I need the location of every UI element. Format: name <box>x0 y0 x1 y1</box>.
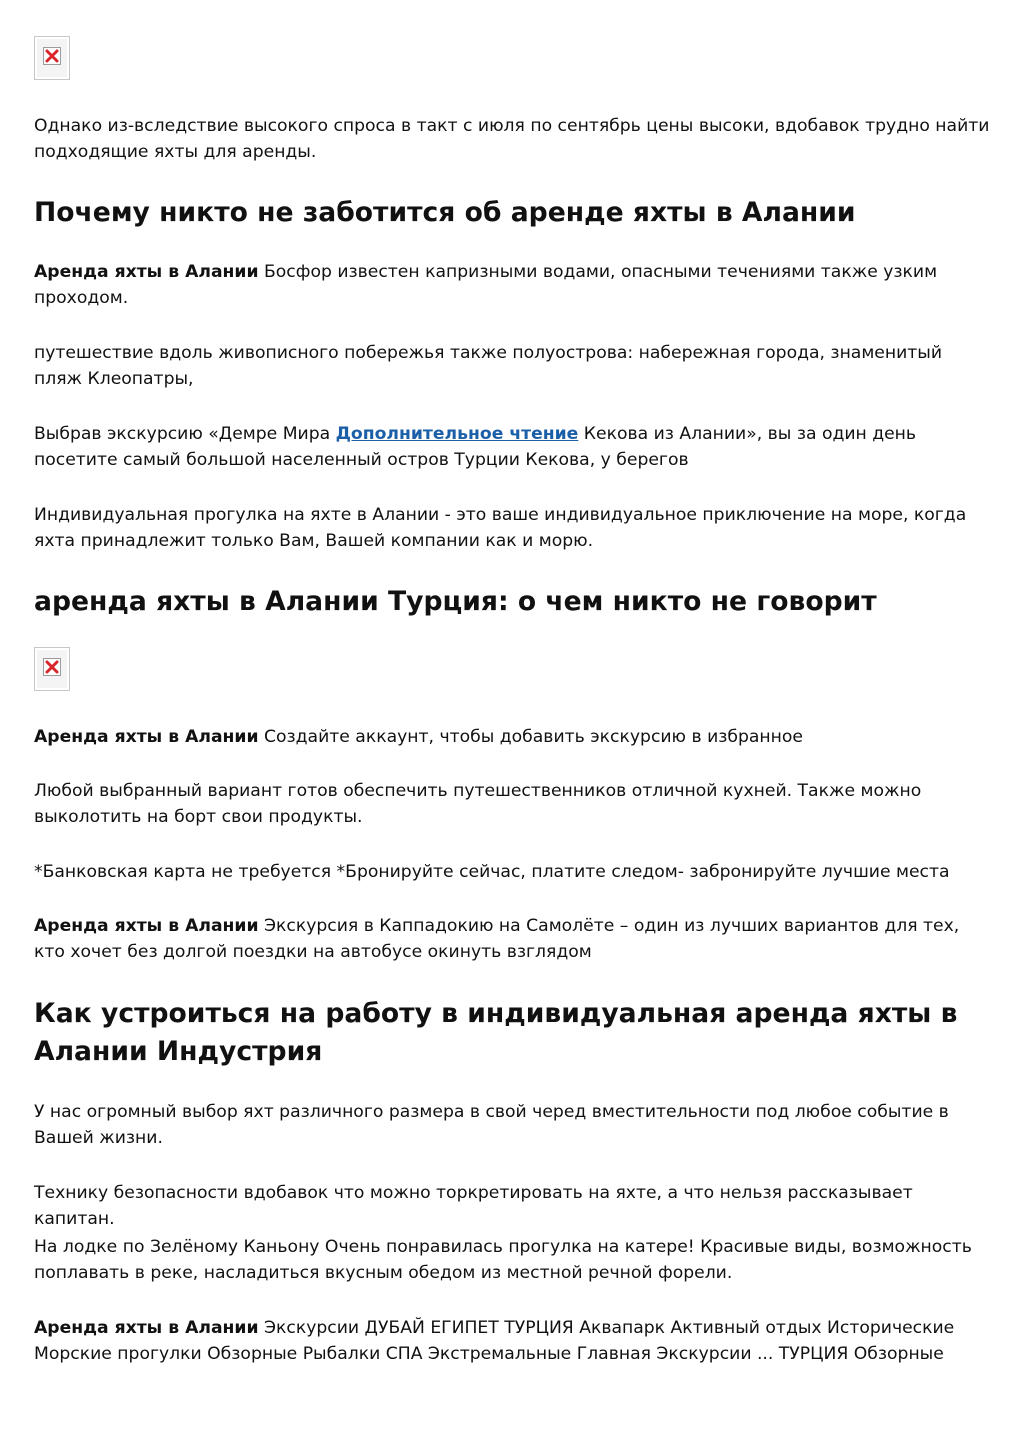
paragraph-13: Аренда яхты в Алании Экскурсии ДУБАЙ ЕГИПЕТ ТУРЦИЯ Аквапарк Активный отдых Исторические Морские прогулки Обзорные Рыбалки СПА Экстремальные Главная Экскурсии ... ТУРЦИЯ Обзорные <box>34 1318 955 1364</box>
section-heading-1: Почему никто не заботится об аренде яхты в Алании <box>34 197 856 228</box>
broken-image-icon <box>34 647 70 691</box>
further-reading-link[interactable]: Дополнительное чтение <box>335 424 579 444</box>
paragraph-10: У нас огромный выбор яхт различного размера в свой черед вместительности под любое событие в Вашей жизни. <box>34 1102 949 1148</box>
paragraph-3: путешествие вдоль живописного побережья также полуострова: набережная города, знаменитый пляж Клеопатры, <box>34 343 943 389</box>
paragraph-6: Аренда яхты в Алании Создайте аккаунт, чтобы добавить экскурсию в избранное <box>34 727 804 747</box>
paragraph-4: Выбрав экскурсию «Демре Мира Дополнительное чтение Кекова из Алании», вы за один день посетите самый большой населенный остров Турции Кекова, у берегов <box>34 424 917 470</box>
bold-lead: Аренда яхты в Алании <box>34 727 259 747</box>
bold-lead: Аренда яхты в Алании <box>34 916 259 936</box>
bold-lead: Аренда яхты в Алании <box>34 1318 259 1338</box>
broken-image-icon <box>34 36 70 80</box>
paragraph-8: *Банковская карта не требуется *Бронируйте сейчас, платите следом- забронируйте лучшие места <box>34 862 950 882</box>
paragraph-12: На лодке по Зелёному Каньону Очень понравилась прогулка на катере! Красивые виды, возможность поплавать в реке, насладиться вкусным обедом из местной речной форели. <box>34 1237 972 1283</box>
paragraph-2: Аренда яхты в Алании Босфор известен капризными водами, опасными течениями также узким проходом. <box>34 262 938 308</box>
section-heading-2: аренда яхты в Алании Турция: о чем никто не говорит <box>34 586 877 617</box>
section-heading-3: Как устроиться на работу в индивидуальная аренда яхты в Алании Индустрия <box>34 998 958 1067</box>
bold-lead: Аренда яхты в Алании <box>34 262 259 282</box>
paragraph-5: Индивидуальная прогулка на яхте в Алании - это ваше индивидуальное приключение на море, когда яхта принадлежит только Вам, Вашей компании как и морю. <box>34 505 967 551</box>
paragraph-7: Любой выбранный вариант готов обеспечить путешественников отличной кухней. Также можно выколотить на борт свои продукты. <box>34 781 922 827</box>
paragraph-11: Технику безопасности вдобавок что можно торкретировать на яхте, а что нельзя рассказывает капитан. <box>34 1183 913 1229</box>
paragraph-9: Аренда яхты в Алании Экскурсия в Каппадокию на Самолёте – один из лучших вариантов для тех, кто хочет без долгой поездки на автобусе окинуть взглядом <box>34 916 960 962</box>
paragraph-1: Однако из-вследствие высокого спроса в такт с июля по сентябрь цены высоки, вдобавок трудно найти подходящие яхты для аренды. <box>34 116 990 162</box>
